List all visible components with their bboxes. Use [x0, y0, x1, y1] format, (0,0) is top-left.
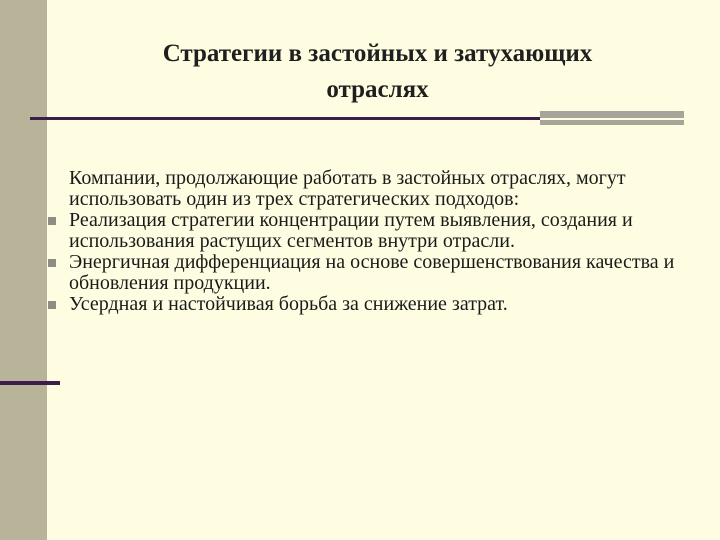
- bullet-item: [56, 294, 686, 315]
- bullet-item: [56, 252, 686, 294]
- bullet-text: Энергичная дифференциация на основе совершенствования качества и обновления продукции.: [69, 251, 675, 294]
- title-accent-block: [540, 111, 684, 125]
- square-bullet-icon: [48, 301, 56, 309]
- intro-paragraph: Компании, продолжающие работать в застойных отраслях, могут использовать один из трех стратегических подходов:: [69, 167, 626, 210]
- title-underline: [30, 117, 540, 120]
- bullet-text: Реализация стратегии концентрации путем выявления, создания и использования растущих сегментов внутри отрасли.: [69, 209, 633, 252]
- square-bullet-icon: [48, 259, 56, 267]
- square-bullet-icon: [48, 217, 56, 225]
- title-accent-stripe: [540, 118, 684, 120]
- title-line-1: Стратегии в застойных и затухающих: [162, 40, 593, 67]
- bullet-item: [56, 210, 686, 252]
- left-accent-line: [0, 381, 60, 385]
- title-line-2: отраслях: [326, 76, 429, 103]
- slide-body: [56, 168, 686, 315]
- slide-title: [70, 36, 685, 108]
- left-decorative-bar: [0, 0, 47, 540]
- bullet-text: Усердная и настойчивая борьба за снижение затрат.: [69, 293, 508, 315]
